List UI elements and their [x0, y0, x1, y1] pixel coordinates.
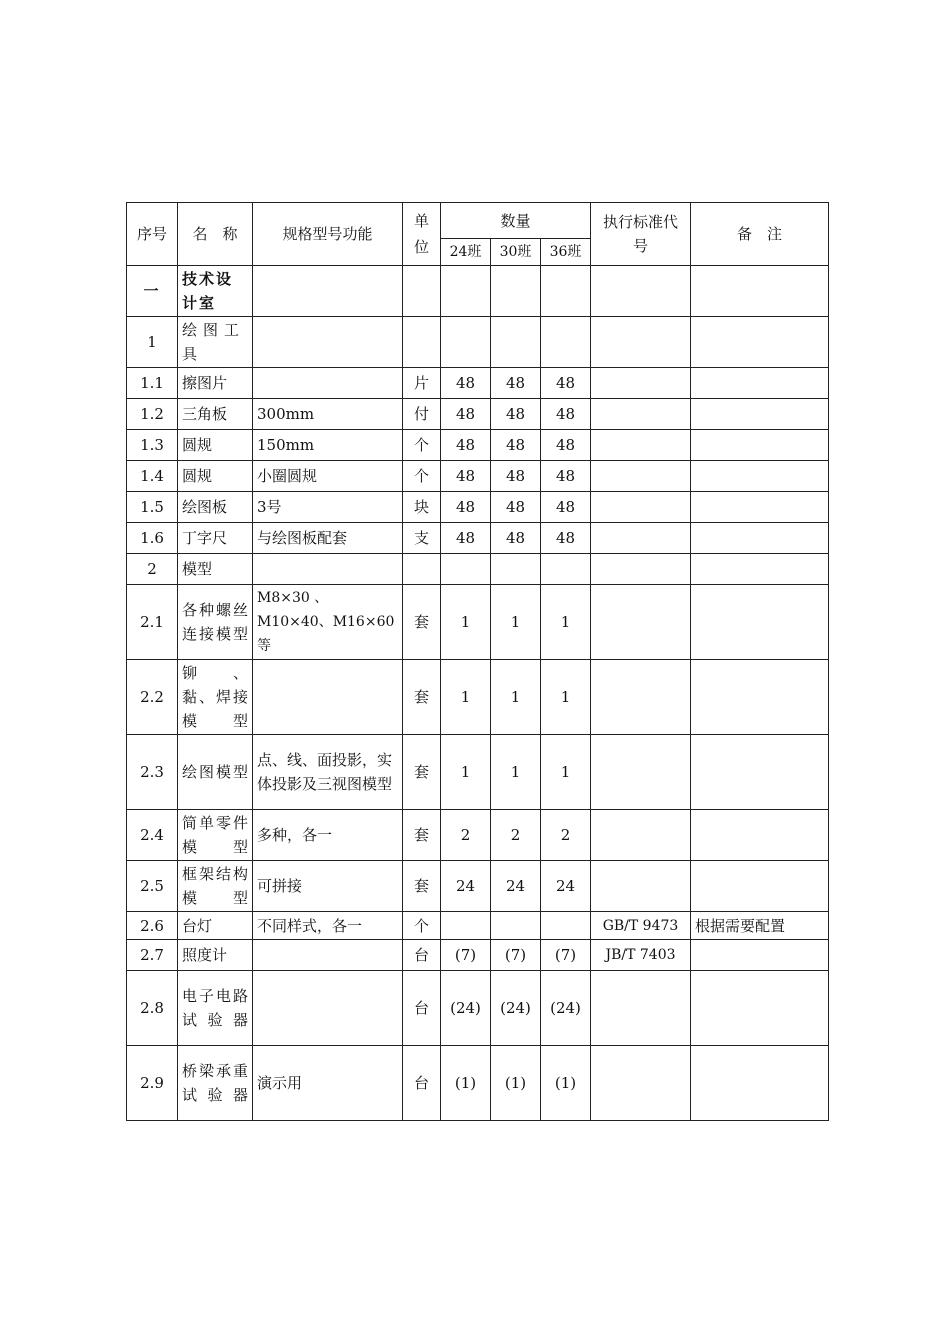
header-unit: 单位 [403, 203, 441, 266]
cell-name: 三角板 [178, 399, 253, 430]
cell-remark [691, 461, 829, 492]
header-q36: 36班 [541, 239, 591, 266]
cell-name: 各种螺丝连接模型 [178, 585, 253, 660]
cell-unit [403, 317, 441, 368]
cell-remark [691, 266, 829, 317]
cell-standard [591, 399, 691, 430]
cell-spec [253, 554, 403, 585]
cell-unit [403, 266, 441, 317]
cell-seq: 1.4 [127, 461, 178, 492]
cell-unit: 台 [403, 940, 441, 971]
cell-name: 简单零件模型 [178, 810, 253, 861]
cell-name: 丁字尺 [178, 523, 253, 554]
cell-q36: (24) [541, 971, 591, 1046]
cell-q24: 48 [441, 492, 491, 523]
cell-standard [591, 368, 691, 399]
table-row [127, 523, 829, 554]
cell-seq: 1.6 [127, 523, 178, 554]
cell-q36: 48 [541, 461, 591, 492]
cell-unit: 个 [403, 912, 441, 940]
cell-q30: 1 [491, 735, 541, 810]
cell-q24: 1 [441, 660, 491, 735]
cell-q24: 1 [441, 735, 491, 810]
equipment-table [126, 202, 829, 1121]
cell-unit: 套 [403, 585, 441, 660]
cell-name: 绘图板 [178, 492, 253, 523]
cell-q24: (1) [441, 1046, 491, 1121]
cell-spec [253, 940, 403, 971]
cell-spec [253, 368, 403, 399]
cell-q24: 2 [441, 810, 491, 861]
cell-unit [403, 554, 441, 585]
cell-name: 模型 [178, 554, 253, 585]
cell-unit: 付 [403, 399, 441, 430]
cell-seq: 1 [127, 317, 178, 368]
header-q24: 24班 [441, 239, 491, 266]
cell-remark [691, 660, 829, 735]
cell-q24: (24) [441, 971, 491, 1046]
cell-spec [253, 971, 403, 1046]
cell-spec: 可拼接 [253, 861, 403, 912]
cell-unit: 片 [403, 368, 441, 399]
cell-remark [691, 554, 829, 585]
cell-spec: 与绘图板配套 [253, 523, 403, 554]
cell-seq: 2.7 [127, 940, 178, 971]
cell-q30: 1 [491, 660, 541, 735]
cell-q36: 1 [541, 585, 591, 660]
cell-standard [591, 735, 691, 810]
cell-q24 [441, 317, 491, 368]
cell-name: 擦图片 [178, 368, 253, 399]
header-row [127, 203, 829, 239]
cell-remark [691, 523, 829, 554]
cell-seq: 1.2 [127, 399, 178, 430]
cell-name: 技术设计室 [178, 266, 253, 317]
cell-seq: 一 [127, 266, 178, 317]
cell-remark [691, 492, 829, 523]
cell-standard [591, 266, 691, 317]
table-row [127, 861, 829, 912]
header-q30: 30班 [491, 239, 541, 266]
cell-q30: 48 [491, 368, 541, 399]
cell-q24: 48 [441, 461, 491, 492]
cell-standard [591, 1046, 691, 1121]
cell-name: 绘图工具 [178, 317, 253, 368]
cell-seq: 2.3 [127, 735, 178, 810]
cell-seq: 2 [127, 554, 178, 585]
cell-q30 [491, 317, 541, 368]
cell-remark: 根据需要配置 [691, 912, 829, 940]
cell-spec: 演示用 [253, 1046, 403, 1121]
cell-seq: 2.6 [127, 912, 178, 940]
table-row [127, 735, 829, 810]
cell-remark [691, 585, 829, 660]
cell-name: 圆规 [178, 461, 253, 492]
cell-q30: 2 [491, 810, 541, 861]
table-row [127, 940, 829, 971]
cell-remark [691, 971, 829, 1046]
cell-spec [253, 317, 403, 368]
cell-q36: (1) [541, 1046, 591, 1121]
cell-standard [591, 810, 691, 861]
cell-q30: 48 [491, 492, 541, 523]
table-row [127, 461, 829, 492]
cell-remark [691, 861, 829, 912]
cell-q36: 24 [541, 861, 591, 912]
cell-spec: 小圈圆规 [253, 461, 403, 492]
cell-spec: 150mm [253, 430, 403, 461]
cell-spec [253, 660, 403, 735]
cell-q30: (1) [491, 1046, 541, 1121]
cell-q24: 48 [441, 523, 491, 554]
cell-q30: (7) [491, 940, 541, 971]
cell-q24: (7) [441, 940, 491, 971]
cell-q36 [541, 317, 591, 368]
cell-standard [591, 971, 691, 1046]
cell-unit: 套 [403, 660, 441, 735]
cell-q30 [491, 554, 541, 585]
cell-name: 桥梁承重试验器 [178, 1046, 253, 1121]
cell-name: 铆 、黏、焊接模型 [178, 660, 253, 735]
cell-standard [591, 554, 691, 585]
table-row [127, 430, 829, 461]
cell-remark [691, 368, 829, 399]
cell-spec: M8×30 、 M10×40、M16×60等 [253, 585, 403, 660]
cell-q30: (24) [491, 971, 541, 1046]
cell-q36 [541, 912, 591, 940]
table-row [127, 660, 829, 735]
table-row [127, 554, 829, 585]
cell-remark [691, 317, 829, 368]
cell-remark [691, 810, 829, 861]
cell-unit: 台 [403, 1046, 441, 1121]
cell-seq: 2.5 [127, 861, 178, 912]
cell-standard [591, 317, 691, 368]
cell-spec: 多种，各一 [253, 810, 403, 861]
cell-q24: 48 [441, 368, 491, 399]
cell-name: 照度计 [178, 940, 253, 971]
cell-q36: 1 [541, 660, 591, 735]
cell-q24 [441, 912, 491, 940]
cell-name: 电子电路试验器 [178, 971, 253, 1046]
header-spec: 规格型号功能 [253, 203, 403, 266]
cell-spec [253, 266, 403, 317]
table-row [127, 810, 829, 861]
header-quantity: 数量 [441, 203, 591, 239]
table-row [127, 585, 829, 660]
header-remark: 备 注 [691, 203, 829, 266]
cell-name: 绘图模型 [178, 735, 253, 810]
cell-spec: 300mm [253, 399, 403, 430]
cell-unit: 个 [403, 461, 441, 492]
cell-unit: 个 [403, 430, 441, 461]
table-row [127, 1046, 829, 1121]
cell-remark [691, 430, 829, 461]
cell-standard [591, 523, 691, 554]
cell-q30: 1 [491, 585, 541, 660]
cell-seq: 2.8 [127, 971, 178, 1046]
cell-name: 圆规 [178, 430, 253, 461]
table-row [127, 266, 829, 317]
cell-remark [691, 399, 829, 430]
cell-q24: 24 [441, 861, 491, 912]
table-row [127, 971, 829, 1046]
cell-seq: 1.1 [127, 368, 178, 399]
cell-standard [591, 461, 691, 492]
cell-q36 [541, 554, 591, 585]
cell-q24: 1 [441, 585, 491, 660]
cell-spec: 不同样式，各一 [253, 912, 403, 940]
cell-q24 [441, 266, 491, 317]
cell-q30: 48 [491, 430, 541, 461]
cell-q36: 48 [541, 492, 591, 523]
header-seq: 序号 [127, 203, 178, 266]
cell-seq: 2.1 [127, 585, 178, 660]
header-name: 名 称 [178, 203, 253, 266]
cell-q36: 48 [541, 430, 591, 461]
cell-remark [691, 940, 829, 971]
cell-q36 [541, 266, 591, 317]
cell-standard: GB/T 9473 [591, 912, 691, 940]
cell-unit: 套 [403, 810, 441, 861]
cell-q36: (7) [541, 940, 591, 971]
cell-seq: 1.5 [127, 492, 178, 523]
cell-q30: 48 [491, 399, 541, 430]
cell-seq: 1.3 [127, 430, 178, 461]
cell-q30: 48 [491, 523, 541, 554]
cell-unit: 台 [403, 971, 441, 1046]
cell-seq: 2.2 [127, 660, 178, 735]
cell-remark [691, 735, 829, 810]
cell-spec: 点、线、面投影，实体投影及三视图模型 [253, 735, 403, 810]
header-standard: 执行标准代号 [591, 203, 691, 266]
cell-standard [591, 660, 691, 735]
cell-q24: 48 [441, 430, 491, 461]
cell-standard [591, 430, 691, 461]
cell-name: 台灯 [178, 912, 253, 940]
cell-seq: 2.9 [127, 1046, 178, 1121]
cell-standard [591, 585, 691, 660]
table-row [127, 317, 829, 368]
cell-q36: 2 [541, 810, 591, 861]
cell-standard [591, 861, 691, 912]
table-row [127, 492, 829, 523]
cell-unit: 套 [403, 735, 441, 810]
cell-remark [691, 1046, 829, 1121]
table-row [127, 368, 829, 399]
cell-standard [591, 492, 691, 523]
table-row [127, 912, 829, 940]
cell-unit: 支 [403, 523, 441, 554]
cell-seq: 2.4 [127, 810, 178, 861]
cell-standard: JB/T 7403 [591, 940, 691, 971]
cell-q24 [441, 554, 491, 585]
cell-q30: 24 [491, 861, 541, 912]
cell-q36: 48 [541, 368, 591, 399]
cell-q30: 48 [491, 461, 541, 492]
cell-q30 [491, 266, 541, 317]
cell-name: 框架结构模型 [178, 861, 253, 912]
cell-unit: 块 [403, 492, 441, 523]
cell-q36: 48 [541, 399, 591, 430]
cell-q30 [491, 912, 541, 940]
cell-q36: 48 [541, 523, 591, 554]
cell-q24: 48 [441, 399, 491, 430]
table-row [127, 399, 829, 430]
cell-unit: 套 [403, 861, 441, 912]
cell-spec: 3号 [253, 492, 403, 523]
cell-q36: 1 [541, 735, 591, 810]
